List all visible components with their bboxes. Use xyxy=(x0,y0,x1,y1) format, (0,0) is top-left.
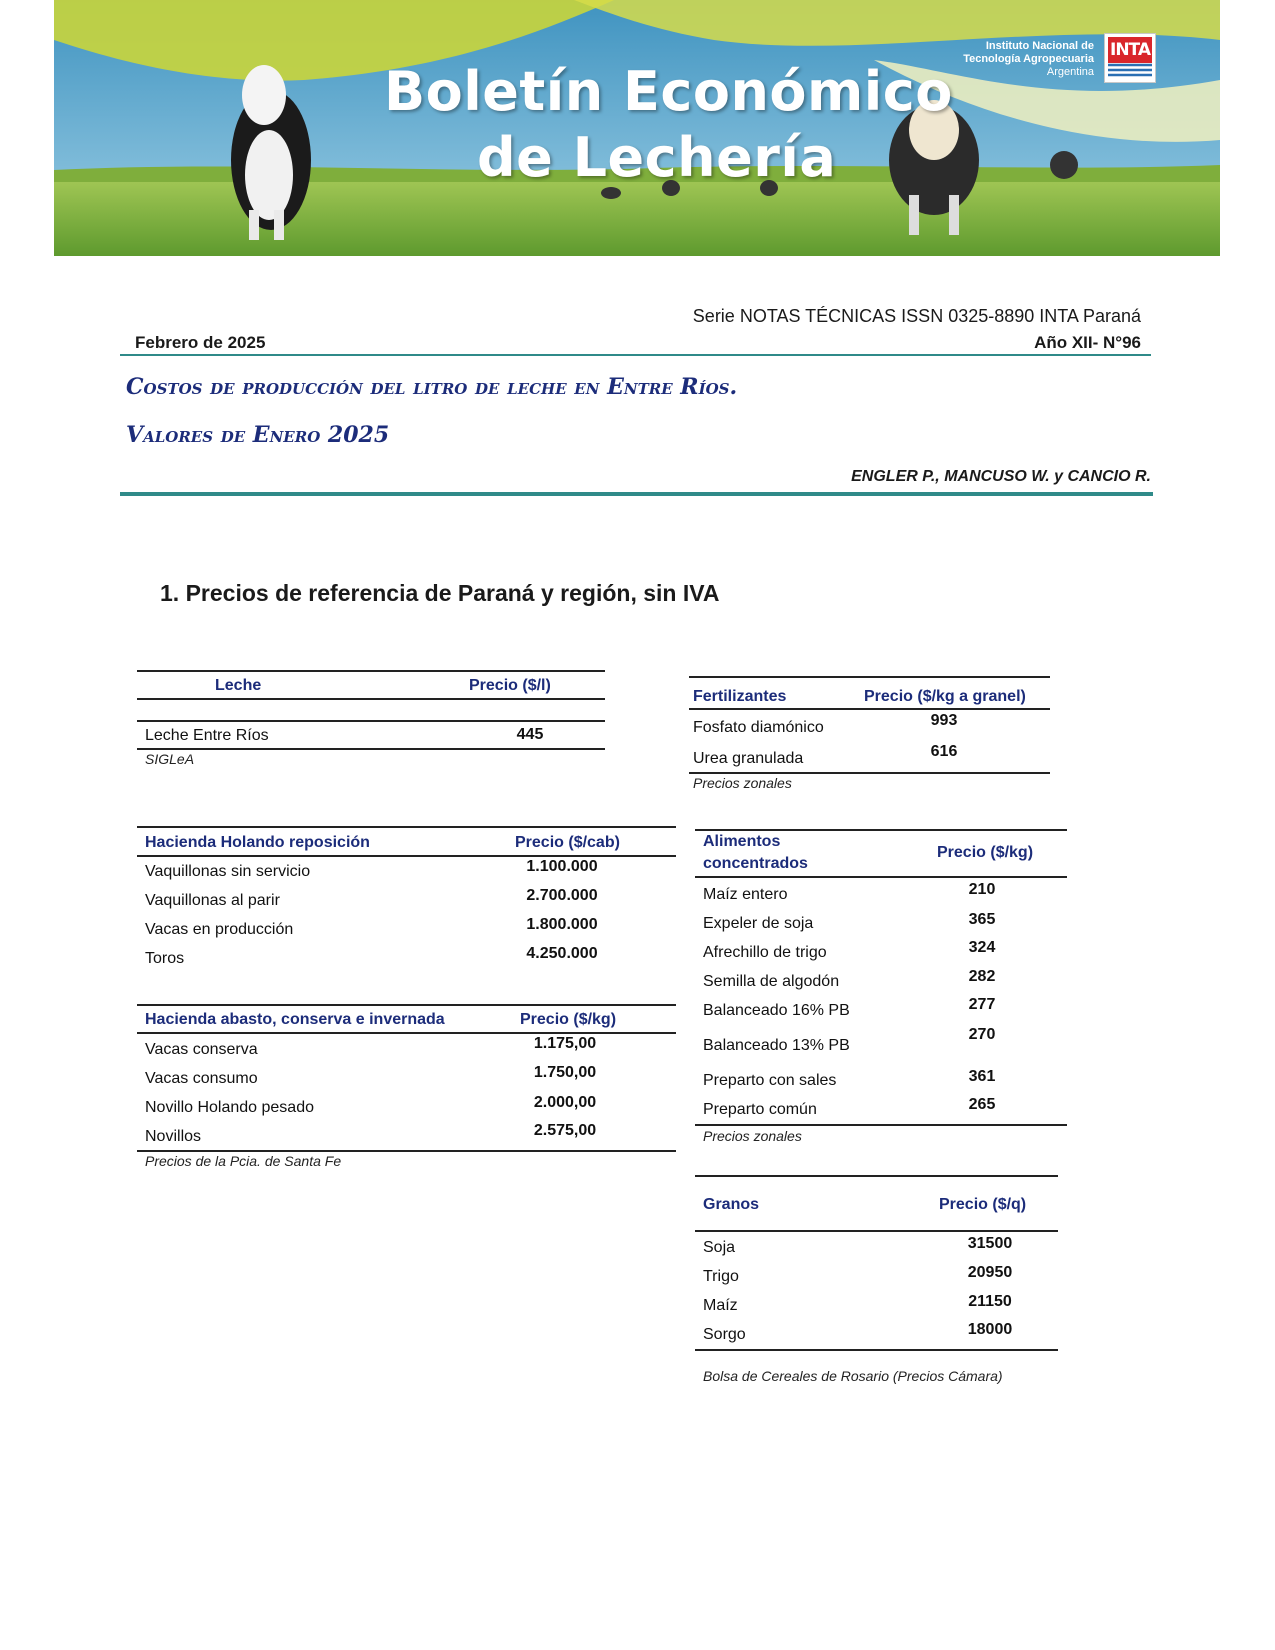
header-divider xyxy=(120,354,1151,356)
table-row-label: Maíz entero xyxy=(703,886,788,903)
table-rule xyxy=(137,1004,676,1006)
publication-date: Febrero de 2025 xyxy=(135,333,266,352)
table-row-label: Fosfato diamónico xyxy=(693,719,824,736)
table-rule xyxy=(695,1124,1067,1126)
table-row-value: 445 xyxy=(516,726,544,743)
table-row-value: 1.100.000 xyxy=(526,858,598,875)
table-row-value: 270 xyxy=(968,1026,996,1043)
feed-concentrates-table xyxy=(695,829,1067,1159)
table-row-label: Maíz xyxy=(703,1297,738,1314)
table-row-label: Toros xyxy=(145,950,185,967)
table-row-value: 1.750,00 xyxy=(533,1064,597,1081)
table-row-value: 2.000,00 xyxy=(533,1094,597,1111)
article-title-line-2: Valores de Enero 2025 xyxy=(126,422,390,448)
table-rule xyxy=(137,1032,676,1034)
table-row-value: 20950 xyxy=(967,1264,1013,1281)
table-row-label: Balanceado 16% PB xyxy=(703,1002,850,1019)
table-source-note: Precios zonales xyxy=(703,1128,802,1144)
column-header: Precio ($/kg) xyxy=(937,844,1034,861)
table-row-value: 993 xyxy=(930,712,958,729)
column-header: concentrados xyxy=(703,855,808,872)
table-row-value: 21150 xyxy=(968,1293,1012,1310)
table-source-note: Bolsa de Cereales de Rosario (Precios Cámara) xyxy=(703,1368,1003,1384)
table-row-value: 361 xyxy=(968,1068,996,1085)
table-row-label: Semilla de algodón xyxy=(703,973,840,990)
fertilizer-price-table xyxy=(689,676,1050,796)
table-row-label: Preparto con sales xyxy=(703,1072,837,1089)
table-row-value: 365 xyxy=(968,911,996,928)
table-rule xyxy=(689,708,1050,710)
table-row-value: 2.575,00 xyxy=(533,1122,597,1139)
table-row-label: Vacas conserva xyxy=(145,1041,258,1058)
institute-line-2: Tecnología Agropecuaria xyxy=(963,53,1094,65)
table-row-label: Novillos xyxy=(145,1128,202,1145)
table-rule xyxy=(137,826,676,828)
table-row-label: Vacas en producción xyxy=(145,921,294,938)
inta-logo-text: INTA xyxy=(1108,37,1152,63)
column-header: Precio ($/l) xyxy=(469,677,551,694)
column-header: Fertilizantes xyxy=(693,688,787,705)
table-source-note: Precios zonales xyxy=(693,775,792,791)
table-row-label: Afrechillo de trigo xyxy=(703,944,827,961)
table-row-label: Urea granulada xyxy=(693,750,804,767)
article-title-line-1: Costos de producción del litro de leche en Entre Ríos. xyxy=(126,374,738,400)
title-divider xyxy=(120,492,1153,496)
table-row-label: Preparto común xyxy=(703,1101,817,1118)
milk-price-table xyxy=(137,670,605,770)
table-rule xyxy=(137,1150,676,1152)
table-row-label: Trigo xyxy=(703,1268,739,1285)
table-row-value: 1.800.000 xyxy=(526,916,598,933)
table-row-value: 31500 xyxy=(967,1235,1013,1252)
table-rule xyxy=(137,748,605,750)
table-row-label: Vaquillonas sin servicio xyxy=(145,863,311,880)
column-header: Precio ($/kg) xyxy=(520,1011,617,1028)
column-header: Alimentos xyxy=(703,833,781,850)
header-banner xyxy=(54,0,1220,256)
table-row-value: 1.175,00 xyxy=(533,1035,597,1052)
table-rule xyxy=(695,829,1067,831)
column-header: Hacienda Holando reposición xyxy=(145,834,370,851)
table-rule xyxy=(695,1230,1058,1232)
table-rule xyxy=(695,876,1067,878)
table-source-note: Precios de la Pcia. de Santa Fe xyxy=(145,1153,342,1169)
table-row-value: 265 xyxy=(968,1096,996,1113)
issue-number: Año XII- N°96 xyxy=(1034,333,1141,352)
table-rule xyxy=(137,720,605,722)
table-row-value: 324 xyxy=(968,939,996,956)
series-issn-line: Serie NOTAS TÉCNICAS ISSN 0325-8890 INTA Paraná xyxy=(692,306,1141,326)
table-row-label: Novillo Holando pesado xyxy=(145,1099,314,1116)
table-row-label: Balanceado 13% PB xyxy=(703,1037,850,1054)
table-rule xyxy=(695,1175,1058,1177)
table-row-label: Expeler de soja xyxy=(703,915,814,932)
table-row-label: Leche Entre Ríos xyxy=(145,727,269,744)
grains-price-table xyxy=(695,1175,1058,1395)
slaughter-cattle-table xyxy=(137,1004,676,1184)
table-row-value: 277 xyxy=(968,996,996,1013)
column-header: Hacienda abasto, conserva e invernada xyxy=(145,1011,445,1028)
institute-line-3: Argentina xyxy=(1046,66,1094,78)
table-rule xyxy=(689,772,1050,774)
table-rule xyxy=(137,670,605,672)
column-header: Leche xyxy=(215,677,262,694)
table-row-value: 4.250.000 xyxy=(526,945,598,962)
table-row-value: 2.700.000 xyxy=(526,887,598,904)
table-row-value: 282 xyxy=(968,968,996,985)
bulletin-title-line-2: de Lechería xyxy=(477,126,837,189)
column-header: Precio ($/q) xyxy=(939,1196,1027,1213)
replacement-cattle-table xyxy=(137,826,676,976)
bulletin-title-line-1: Boletín Económico xyxy=(384,60,953,123)
table-row-label: Vaquillonas al parir xyxy=(145,892,280,909)
inta-wave-icon xyxy=(1108,62,1152,78)
table-rule xyxy=(689,676,1050,678)
table-source-note: SIGLeA xyxy=(145,751,195,767)
table-row-label: Soja xyxy=(703,1239,736,1256)
table-row-label: Vacas consumo xyxy=(145,1070,258,1087)
table-rule xyxy=(137,698,605,700)
section-heading: 1. Precios de referencia de Paraná y región, sin IVA xyxy=(160,580,720,606)
institute-name xyxy=(963,40,1094,79)
institute-line-1: Instituto Nacional de xyxy=(985,40,1094,52)
column-header: Precio ($/kg a granel) xyxy=(864,688,1026,705)
table-row-label: Sorgo xyxy=(703,1326,746,1343)
table-rule xyxy=(695,1349,1058,1351)
table-row-value: 18000 xyxy=(967,1321,1013,1338)
inta-logo xyxy=(1104,33,1156,83)
column-header: Granos xyxy=(703,1196,760,1213)
table-row-value: 210 xyxy=(968,881,996,898)
table-row-value: 616 xyxy=(930,743,958,760)
authors: ENGLER P., MANCUSO W. y CANCIO R. xyxy=(851,468,1151,485)
table-rule xyxy=(137,855,676,857)
column-header: Precio ($/cab) xyxy=(515,834,620,851)
